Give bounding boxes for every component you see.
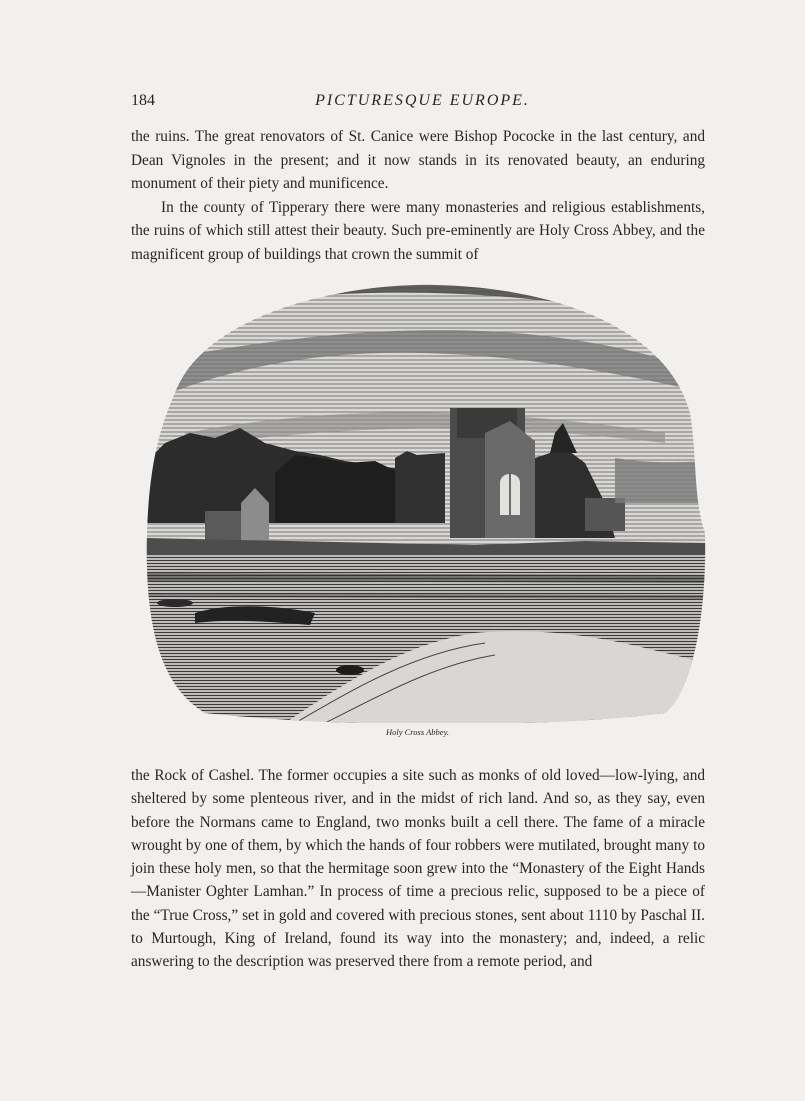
body-text-top — [131, 125, 705, 266]
figure-caption: Holy Cross Abbey. — [385, 727, 450, 737]
page-header — [0, 92, 805, 116]
paragraph: In the county of Tipperary there were many monasteries and religious establishments, the ruins of which still attest their beauty. Such pre-eminently are Holy Cross Abbey, and the magnificent group of buildings that crown the summit of — [131, 198, 705, 263]
paragraph: the Rock of Cashel. The former occupies a site such as monks of old loved—low-lying, and sheltered by some plenteous river, and in the midst of rich land. And so, as they say, even before the Normans came to England, two monks built a cell there. The fame of a miracle wrought by one of them, by which the hands of four robbers were mutilated, brought many to join these holy men, so that the hermitage soon grew into the “Monastery of the Eight Hands—Manister Oghter Lamhan.” In process of time a precious relic, supposed to be a piece of the “True Cross,” set in gold and covered with precious stones, sent about 1110 by Paschal II. to Murtough, King of Ireland, found its way into the monastery; and, indeed, a relic answering to the description was preserved there from a remote period, and — [131, 767, 705, 971]
page-number: 184 — [131, 92, 155, 109]
holy-cross-abbey-engraving — [145, 283, 707, 723]
paragraph: the ruins. The great renovators of St. Canice were Bishop Pococke in the last century, and Dean Vignoles in the present; and it now stands in its renovated beauty, an enduring monument of their piety and munificence. — [131, 128, 705, 192]
running-title: PICTURESQUE EUROPE. — [315, 92, 530, 109]
body-text-bottom — [131, 764, 705, 974]
